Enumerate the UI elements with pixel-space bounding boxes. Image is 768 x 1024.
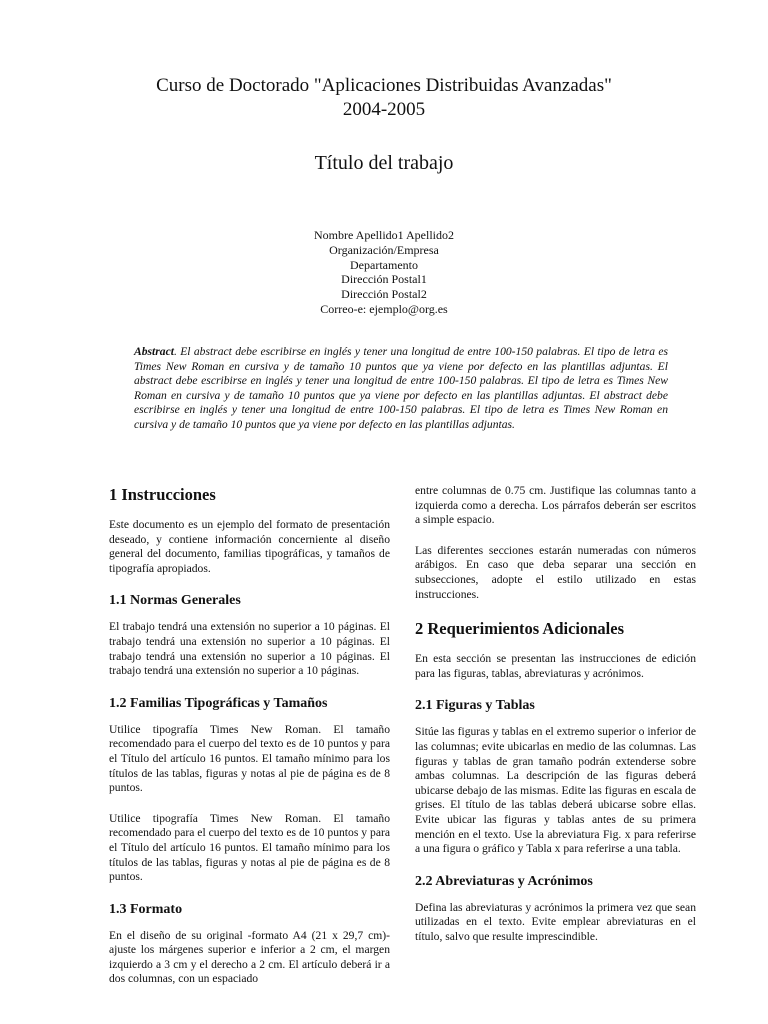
section-1-3-paragraph-1: En el diseño de su original -formato A4 (21 x 29,7 cm)- ajuste los márgenes superior e inferior a 2 cm, el margen izquierdo a 3 cm y el derecho a 2 cm. El artículo deberá ir a dos columnas, con un espaciado xyxy=(109,928,390,986)
author-address-2: Dirección Postal2 xyxy=(341,287,427,302)
paper-title: Título del trabajo xyxy=(314,152,454,174)
course-year: 2004-2005 xyxy=(342,99,426,120)
right-column xyxy=(415,484,696,960)
section-1-2-paragraph-2: Utilice tipografía Times New Roman. El tamaño recomendado para el cuerpo del texto es de 10 puntos y para el Título del artículo 16 puntos. El tamaño mínimo para los títulos de las tablas, figuras y notas al pie de página es de 8 puntos. xyxy=(109,811,390,884)
section-heading-1: 1 Instrucciones xyxy=(109,485,216,504)
section-heading-1-2: 1.2 Familias Tipográficas y Tamaños xyxy=(109,695,328,711)
section-1-paragraph: Este documento es un ejemplo del formato de presentación deseado, y contiene información concerniente al diseño general del documento, familias tipográficas, y tamaños de tipografía apropiados. xyxy=(109,518,390,575)
section-heading-1-3: 1.3 Formato xyxy=(109,901,183,917)
section-heading-2-2: 2.2 Abreviaturas y Acrónimos xyxy=(415,873,593,889)
section-heading-2: 2 Requerimientos Adicionales xyxy=(415,619,624,639)
section-2-1-paragraph: Sitúe las figuras y tablas en el extremo superior o inferior de las columnas; evite ubicarlas en medio de las columnas. Las figuras y tablas de gran tamaño podrán extenderse sobre ambas columnas. La descripción de las figuras deberá ubicarse debajo de las mismas. Edite las figuras en escala de grises. El título de las tablas deberá ubicarse sobre ellas. Evite ubicar las figuras y tablas antes de su primera mención en el texto. Use la abreviatura Fig. x para referirse a una figura o gráfico y Tabla x para referirse a una tabla. xyxy=(415,725,696,856)
author-name: Nombre Apellido1 Apellido2 xyxy=(314,228,454,242)
author-address-1: Dirección Postal1 xyxy=(341,272,427,287)
section-2-paragraph: En esta sección se presentan las instrucciones de edición para las figuras, tablas, abreviaturas y acrónimos. xyxy=(415,652,696,680)
abstract-label: Abstract xyxy=(134,345,174,358)
section-2-2-paragraph: Defina las abreviaturas y acrónimos la primera vez que sean utilizadas en el texto. Evite emplear abreviaturas en el título, salvo que resulte imprescindible. xyxy=(415,900,696,943)
left-column xyxy=(109,484,390,1003)
author-block xyxy=(0,228,768,317)
abstract xyxy=(134,345,668,433)
abstract-text: . El abstract debe escribirse en inglés y tener una longitud de entre 100-150 palabras. El tipo de letra es Times New Roman en cursiva y de tamaño 10 puntos que ya viene por defecto en las plantillas adjuntas. El abstract debe escribirse en inglés y tener una longitud de entre 100-150 palabras. El tipo de letra es Times New Roman en cursiva y de tamaño 10 puntos que ya viene por defecto en las plantillas adjuntas. El abstract debe escribirse en inglés y tener una longitud de entre 100-150 palabras. El tipo de letra es Times New Roman en cursiva y de tamaño 10 puntos que ya viene por defecto en las plantillas adjuntas. xyxy=(134,345,668,431)
section-1-3-paragraph-2: Las diferentes secciones estarán numeradas con números arábigos. En caso que deba separar una sección en subsecciones, adopte el estilo utilizado en estas instrucciones. xyxy=(415,543,696,601)
section-heading-1-1: 1.1 Normas Generales xyxy=(109,593,241,609)
author-department: Departamento xyxy=(350,257,418,272)
course-header xyxy=(0,74,768,122)
section-1-3-paragraph-1-continued: entre columnas de 0.75 cm. Justifique las columnas tanto a izquierda como a derecha. Los párrafos deberán ser escritos a simple espacio. xyxy=(415,484,696,527)
author-organization: Organización/Empresa xyxy=(329,242,439,257)
section-1-2-paragraph-1: Utilice tipografía Times New Roman. El tamaño recomendado para el cuerpo del texto es de 10 puntos y para el Título del artículo 16 puntos. El tamaño mínimo para los títulos de las tablas, figuras y notas al pie de página es de 8 puntos. xyxy=(109,722,390,795)
course-title: Curso de Doctorado "Aplicaciones Distribuidas Avanzadas" xyxy=(156,75,612,96)
author-email: Correo-e: ejemplo@org.es xyxy=(320,301,448,316)
section-heading-2-1: 2.1 Figuras y Tablas xyxy=(415,698,535,714)
section-1-1-paragraph: El trabajo tendrá una extensión no superior a 10 páginas. El trabajo tendrá una extensión no superior a 10 páginas. El trabajo tendrá una extensión no superior a 10 páginas. El trabajo tendrá una extensión no superior a 10 páginas. xyxy=(109,620,390,678)
